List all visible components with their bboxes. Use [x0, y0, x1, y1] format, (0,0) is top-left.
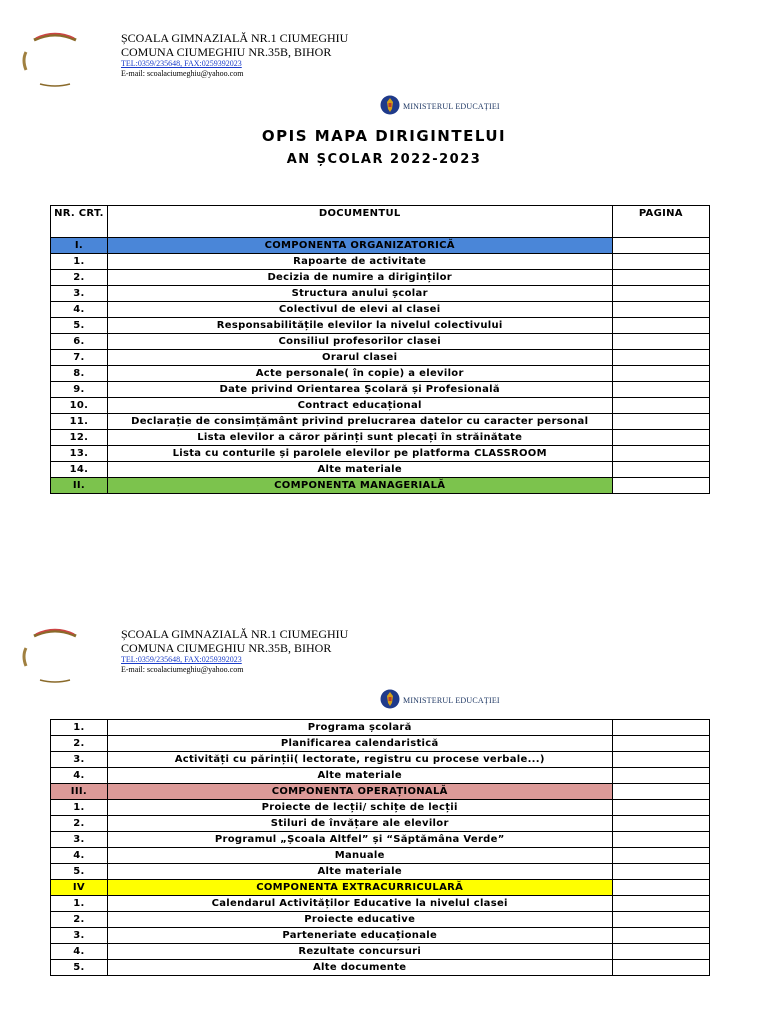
table-row [51, 912, 710, 928]
document-name: Calendarul Activităților Educative la nivelul clasei [107, 896, 612, 912]
page-number-cell [612, 446, 709, 462]
section-title: COMPONENTA ORGANIZATORICĂ [107, 238, 612, 254]
page-number-cell [612, 768, 709, 784]
school-email: E-mail: scoalaciumeghiu@yahoo.com [121, 665, 244, 674]
table-row [51, 382, 710, 398]
page-number-cell [612, 752, 709, 768]
table-row [51, 928, 710, 944]
row-number: III. [51, 784, 108, 800]
page-subtitle: AN ȘCOLAR 2022-2023 [286, 152, 482, 167]
document-name: Consiliul profesorilor clasei [107, 334, 612, 350]
row-number: 1. [51, 896, 108, 912]
school-address: COMUNA CIUMEGHIU NR.35B, BIHOR [121, 45, 332, 59]
page-number-cell [612, 270, 709, 286]
section-row [51, 880, 710, 896]
table-row [51, 254, 710, 270]
section-row [51, 784, 710, 800]
page-number-cell [612, 398, 709, 414]
table-row [51, 334, 710, 350]
page-number-cell [612, 382, 709, 398]
document-name: Lista elevilor a căror părinți sunt plecați în străinătate [107, 430, 612, 446]
row-number: 6. [51, 334, 108, 350]
document-name: Programul „Școala Altfel” și “Săptămâna Verde” [107, 832, 612, 848]
page-number-cell [612, 430, 709, 446]
document-name: Parteneriate educaționale [107, 928, 612, 944]
page-number-cell [612, 478, 709, 494]
document-name: Activități cu părinții( lectorate, registru cu procese verbale...) [107, 752, 612, 768]
row-number: 13. [51, 446, 108, 462]
row-number: 9. [51, 382, 108, 398]
table-row [51, 720, 710, 736]
document-name: Proiecte de lecții/ schițe de lecții [107, 800, 612, 816]
row-number: I. [51, 238, 108, 254]
table-row [51, 286, 710, 302]
row-number: 1. [51, 254, 108, 270]
table-row [51, 896, 710, 912]
page-number-cell [612, 286, 709, 302]
row-number: 3. [51, 286, 108, 302]
table-row [51, 350, 710, 366]
section-title: COMPONENTA MANAGERIALĂ [107, 478, 612, 494]
document-name: Responsabilitățile elevilor la nivelul colectivului [107, 318, 612, 334]
table-row [51, 864, 710, 880]
page-number-cell [612, 238, 709, 254]
page-number-cell [612, 816, 709, 832]
table-row [51, 816, 710, 832]
table-header-row [51, 206, 710, 238]
letterhead [0, 28, 768, 111]
page-number-cell [612, 896, 709, 912]
document-name: Alte documente [107, 960, 612, 976]
phone-fax-link[interactable]: TEL:0359/235648, FAX:0259392023 [121, 655, 242, 664]
section-title: COMPONENTA OPERAȚIONALĂ [107, 784, 612, 800]
row-number: 1. [51, 720, 108, 736]
phone-fax-link[interactable]: TEL:0359/235648, FAX:0259392023 [121, 59, 242, 68]
row-number: II. [51, 478, 108, 494]
row-number: 2. [51, 270, 108, 286]
row-number: 2. [51, 736, 108, 752]
document-name: Acte personale( în copie) a elevilor [107, 366, 612, 382]
table-row [51, 398, 710, 414]
row-number: IV [51, 880, 108, 896]
header-document: DOCUMENTUL [107, 206, 612, 238]
opis-table [50, 205, 710, 494]
page-number-cell [612, 254, 709, 270]
school-name: ȘCOALA GIMNAZIALĂ NR.1 CIUMEGHIU [121, 627, 349, 641]
page-number-cell [612, 928, 709, 944]
document-name: Stiluri de învățare ale elevilor [107, 816, 612, 832]
header-nr: NR. CRT. [51, 206, 108, 238]
row-number: 4. [51, 944, 108, 960]
ministry-name: MINISTERUL EDUCAȚIEI [403, 102, 500, 111]
table-row [51, 462, 710, 478]
school-name: ȘCOALA GIMNAZIALĂ NR.1 CIUMEGHIU [121, 31, 349, 45]
row-number: 5. [51, 318, 108, 334]
document-name: Declarație de consimțământ privind prelucrarea datelor cu caracter personal [107, 414, 612, 430]
page-number-cell [612, 318, 709, 334]
page-number-cell [612, 462, 709, 478]
document-name: Colectivul de elevi al clasei [107, 302, 612, 318]
ministry-emblem-icon [380, 94, 400, 116]
row-number: 14. [51, 462, 108, 478]
page-number-cell [612, 720, 709, 736]
table-row [51, 414, 710, 430]
row-number: 11. [51, 414, 108, 430]
ministry-logo [380, 94, 510, 120]
document-name: Rapoarte de activitate [107, 254, 612, 270]
page-number-cell [612, 880, 709, 896]
document-name: Alte materiale [107, 864, 612, 880]
table-row [51, 302, 710, 318]
row-number: 4. [51, 302, 108, 318]
document-name: Alte materiale [107, 462, 612, 478]
school-logo [20, 626, 90, 684]
document-name: Proiecte educative [107, 912, 612, 928]
row-number: 5. [51, 960, 108, 976]
page-number-cell [612, 912, 709, 928]
row-number: 3. [51, 832, 108, 848]
row-number: 4. [51, 848, 108, 864]
page-number-cell [612, 784, 709, 800]
row-number: 10. [51, 398, 108, 414]
school-info [121, 627, 348, 675]
row-number: 8. [51, 366, 108, 382]
document-name: Orarul clasei [107, 350, 612, 366]
page-number-cell [612, 800, 709, 816]
section-row [51, 238, 710, 254]
opis-table-continued [50, 719, 710, 976]
row-number: 5. [51, 864, 108, 880]
document-name: Alte materiale [107, 768, 612, 784]
page-number-cell [612, 864, 709, 880]
page-number-cell [612, 366, 709, 382]
table-row [51, 832, 710, 848]
table-row [51, 446, 710, 462]
row-number: 1. [51, 800, 108, 816]
table-row [51, 736, 710, 752]
row-number: 4. [51, 768, 108, 784]
school-email: E-mail: scoalaciumeghiu@yahoo.com [121, 69, 244, 78]
table-row [51, 960, 710, 976]
page-number-cell [612, 960, 709, 976]
table-row [51, 768, 710, 784]
document-name: Rezultate concursuri [107, 944, 612, 960]
document-name: Programa școlară [107, 720, 612, 736]
school-info [121, 31, 348, 79]
table-row [51, 944, 710, 960]
school-address: COMUNA CIUMEGHIU NR.35B, BIHOR [121, 641, 332, 655]
header-page: PAGINA [612, 206, 709, 238]
document-name: Manuale [107, 848, 612, 864]
ministry-name: MINISTERUL EDUCAȚIEI [403, 696, 500, 705]
row-number: 3. [51, 752, 108, 768]
letterhead [0, 624, 768, 705]
row-number: 12. [51, 430, 108, 446]
table-row [51, 270, 710, 286]
document-name: Decizia de numire a diriginților [107, 270, 612, 286]
document-name: Planificarea calendaristică [107, 736, 612, 752]
document-name: Lista cu conturile și parolele elevilor pe platforma CLASSROOM [107, 446, 612, 462]
document-name: Date privind Orientarea Școlară și Profesională [107, 382, 612, 398]
table-row [51, 318, 710, 334]
page-title: OPIS MAPA DIRIGINTELUI [261, 127, 507, 145]
ministry-emblem-icon [380, 688, 400, 710]
table-row [51, 430, 710, 446]
page-number-cell [612, 848, 709, 864]
page-number-cell [612, 944, 709, 960]
table-row [51, 848, 710, 864]
page-number-cell [612, 334, 709, 350]
document-name: Structura anului școlar [107, 286, 612, 302]
row-number: 2. [51, 816, 108, 832]
page-number-cell [612, 832, 709, 848]
table-row [51, 800, 710, 816]
table-row [51, 752, 710, 768]
section-title: COMPONENTA EXTRACURRICULARĂ [107, 880, 612, 896]
row-number: 2. [51, 912, 108, 928]
page-number-cell [612, 414, 709, 430]
school-logo [20, 30, 90, 88]
section-row [51, 478, 710, 494]
table-row [51, 366, 710, 382]
page-number-cell [612, 350, 709, 366]
page-number-cell [612, 302, 709, 318]
page-number-cell [612, 736, 709, 752]
row-number: 3. [51, 928, 108, 944]
ministry-logo [380, 688, 510, 714]
row-number: 7. [51, 350, 108, 366]
document-name: Contract educațional [107, 398, 612, 414]
